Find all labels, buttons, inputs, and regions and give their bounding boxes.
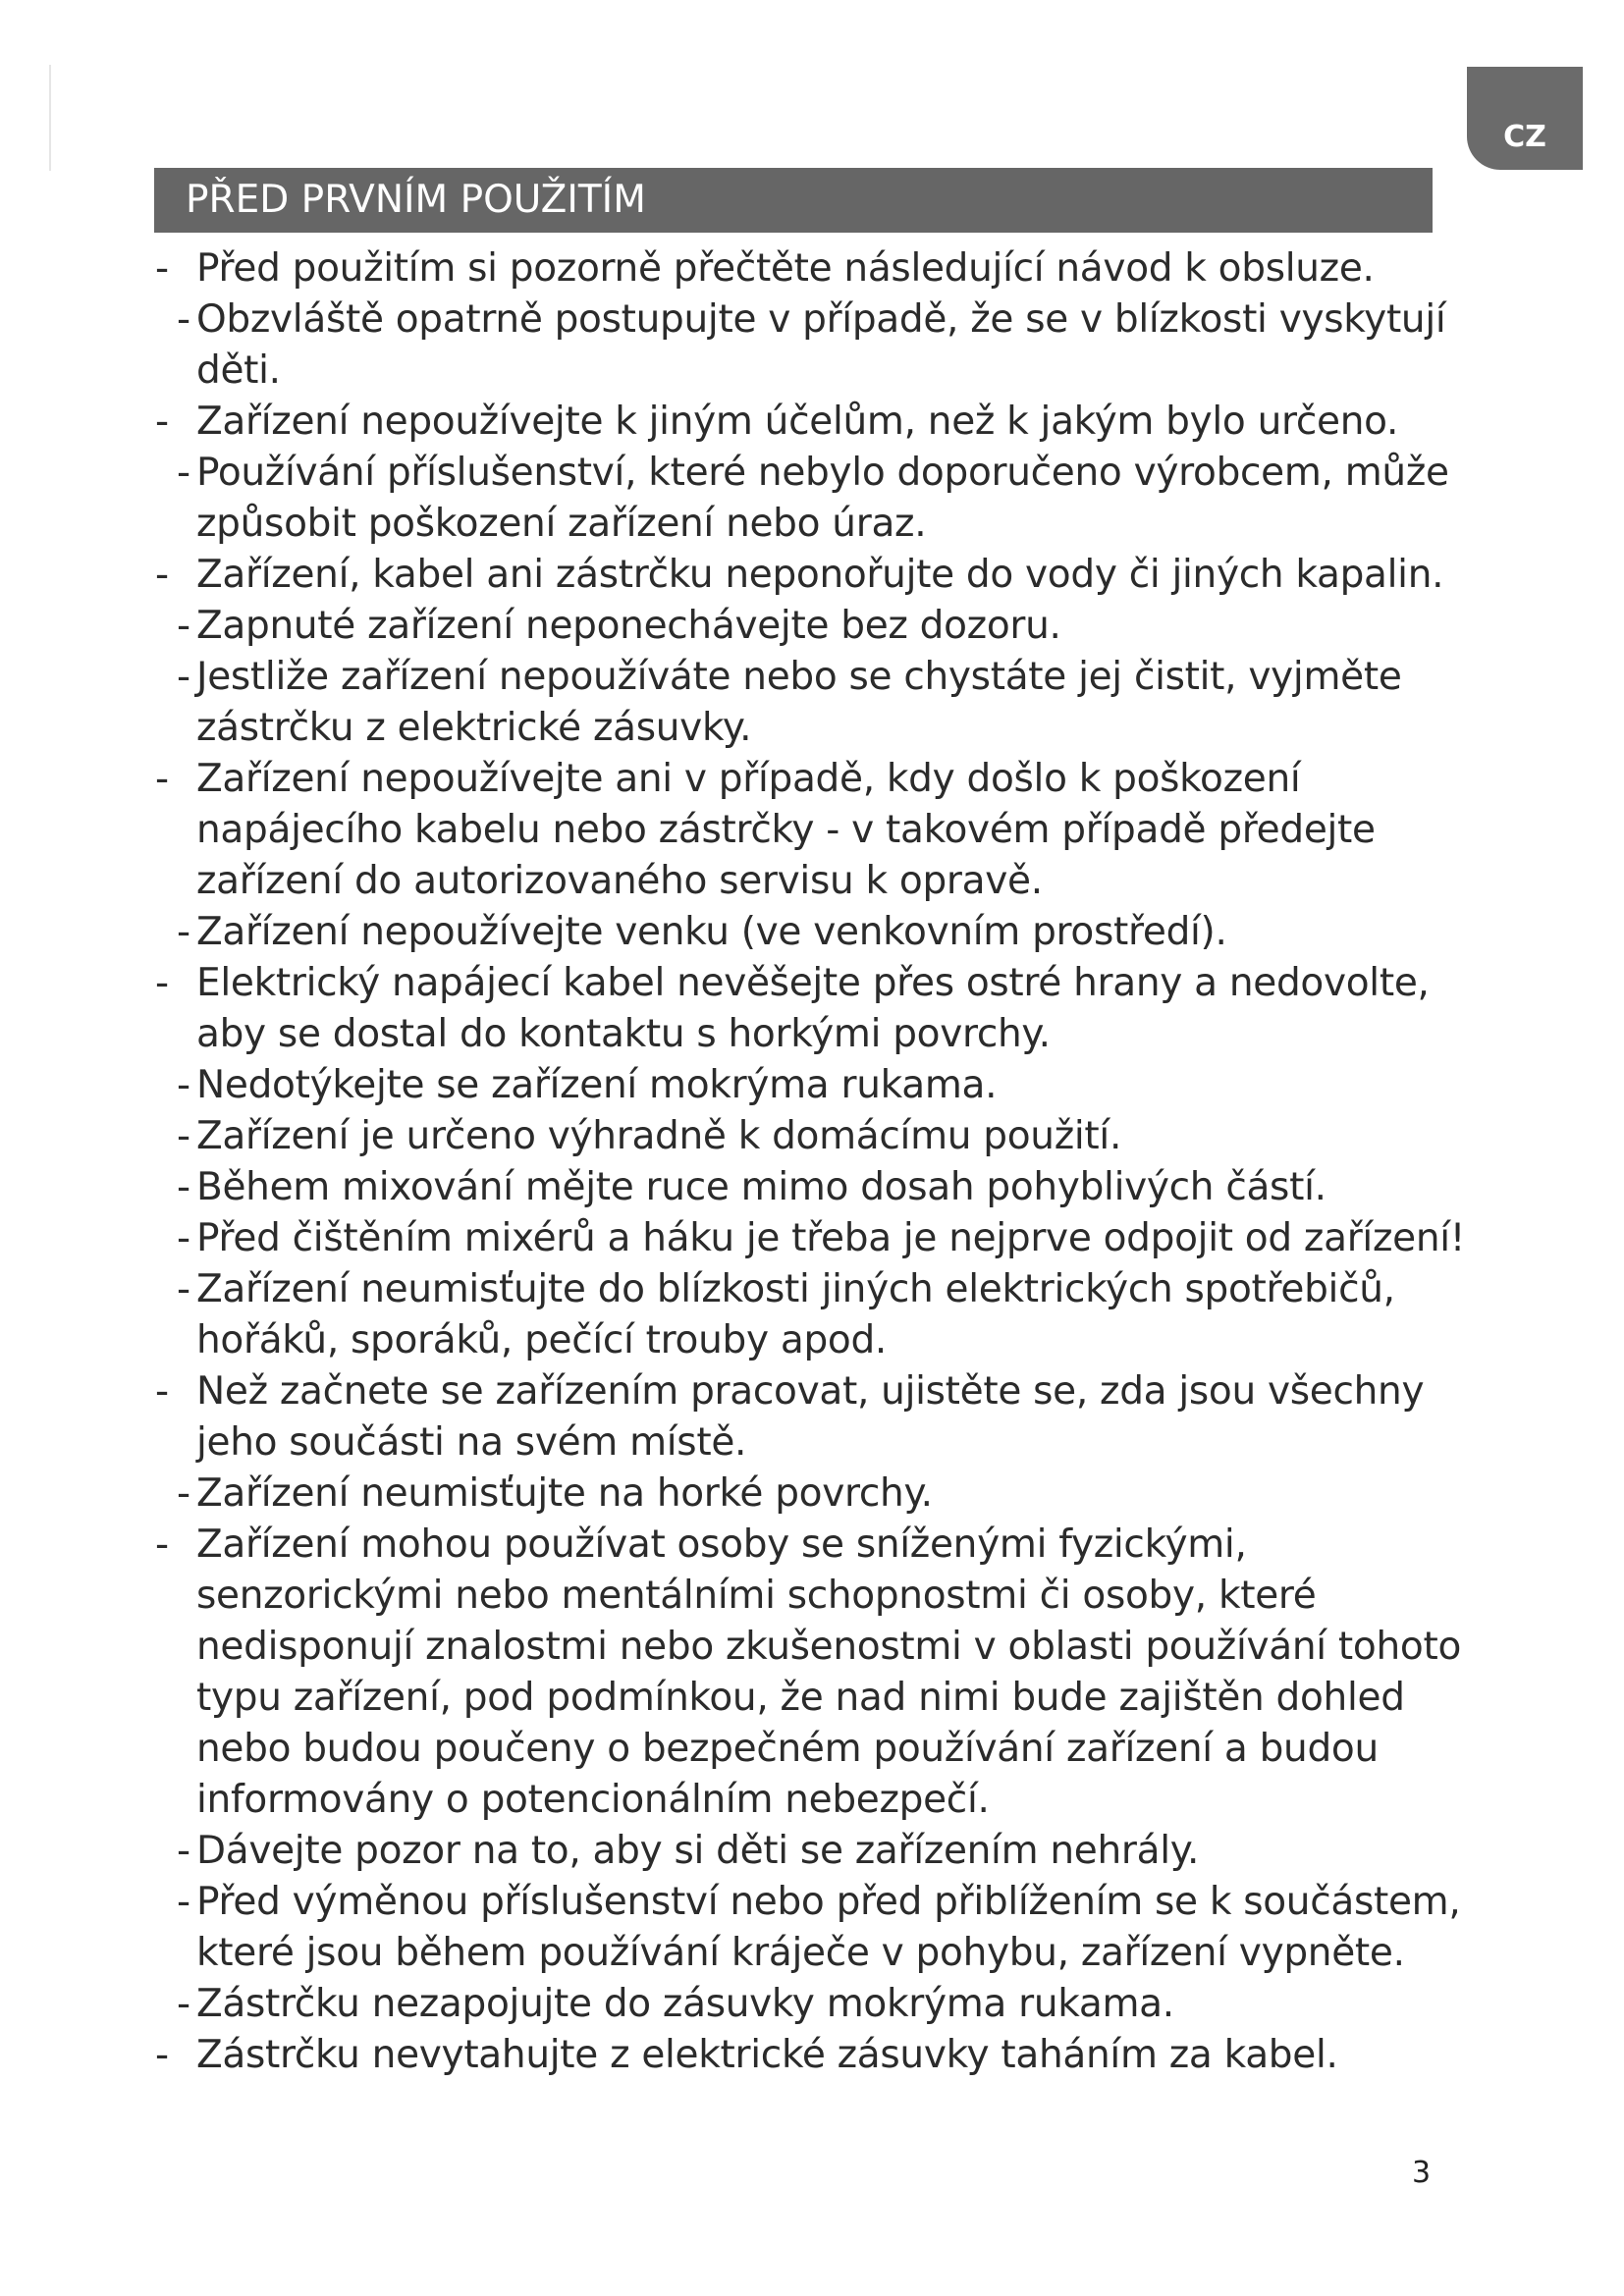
- bullet-dash: -: [155, 553, 169, 597]
- list-item: [0, 448, 1624, 550]
- list-item-text: Používání příslušenství, které nebylo doporučeno výrobcem, může způsobit poškození zařízení nebo úraz.: [196, 451, 1449, 546]
- list-item: [0, 907, 1624, 958]
- list-item: [0, 550, 1624, 601]
- list-item-text: Dávejte pozor na to, aby si děti se zařízením nehrály.: [196, 1829, 1200, 1873]
- list-item-text: Elektrický napájecí kabel nevěšejte přes ostré hrany a nedovolte, aby se dostal do kontaktu s horkými povrchy.: [196, 961, 1430, 1056]
- list-item: [0, 754, 1624, 907]
- bullet-dash: -: [177, 451, 190, 495]
- list-item-text: Zařízení nepoužívejte ani v případě, kdy došlo k poškození napájecího kabelu nebo zástrčky - v takovém případě předejte zařízení do autorizovaného servisu k opravě.: [196, 757, 1376, 903]
- list-item-text: Zařízení nepoužívejte venku (ve venkovním prostředí).: [196, 910, 1227, 954]
- language-tab: [1467, 67, 1583, 170]
- list-item-text: Zařízení neumisťujte na horké povrchy.: [196, 1471, 933, 1516]
- bullet-dash: -: [177, 604, 190, 648]
- list-item: [0, 1468, 1624, 1520]
- bullet-dash: -: [177, 1982, 190, 2026]
- bullet-dash: -: [177, 1165, 190, 1209]
- bullet-dash: -: [177, 655, 190, 699]
- bullet-dash: -: [155, 757, 169, 801]
- bullet-dash: -: [155, 2033, 169, 2077]
- list-item: [0, 1213, 1624, 1264]
- list-item-text: Během mixování mějte ruce mimo dosah pohyblivých částí.: [196, 1165, 1326, 1209]
- bullet-dash: -: [155, 1522, 169, 1567]
- bullet-dash: -: [177, 1267, 190, 1311]
- list-item-text: Před čištěním mixérů a háku je třeba je nejprve odpojit od zařízení!: [196, 1216, 1466, 1260]
- list-item: [0, 1979, 1624, 2030]
- bullet-dash: -: [177, 1114, 190, 1158]
- list-item-text: Zařízení neumisťujte do blízkosti jiných elektrických spotřebičů, hořáků, sporáků, pečící trouby apod.: [196, 1267, 1395, 1362]
- list-item: [0, 601, 1624, 652]
- page-number: 3: [1412, 2156, 1432, 2190]
- bullet-dash: -: [177, 1063, 190, 1107]
- bullet-dash: -: [177, 1829, 190, 1873]
- list-item: [0, 2030, 1624, 2081]
- section-header: [154, 168, 1433, 233]
- bullet-dash: -: [177, 1471, 190, 1516]
- list-item-text: Zástrčku nevytahujte z elektrické zásuvky taháním za kabel.: [196, 2033, 1338, 2077]
- bullet-dash: -: [177, 297, 190, 342]
- list-item: [0, 1826, 1624, 1877]
- list-item: [0, 294, 1624, 397]
- list-item-text: Před výměnou příslušenství nebo před přiblížením se k součástem, které jsou během používání kráječe v pohybu, zařízení vypněte.: [196, 1880, 1461, 1975]
- list-item-text: Zástrčku nezapojujte do zásuvky mokrýma rukama.: [196, 1982, 1174, 2026]
- bullet-dash: -: [155, 246, 169, 291]
- list-item-text: Nedotýkejte se zařízení mokrýma rukama.: [196, 1063, 998, 1107]
- bullet-dash: -: [177, 1216, 190, 1260]
- list-item: [0, 1162, 1624, 1213]
- list-item: [0, 243, 1624, 294]
- instruction-list: [0, 243, 1624, 2081]
- list-item-text: Než začnete se zařízením pracovat, ujistěte se, zda jsou všechny jeho součásti na svém místě.: [196, 1369, 1425, 1465]
- list-item: [0, 1520, 1624, 1826]
- list-item-text: Zapnuté zařízení neponechávejte bez dozoru.: [196, 604, 1061, 648]
- section-title: PŘED PRVNÍM POUŽITÍM: [186, 178, 646, 222]
- language-label: CZ: [1503, 120, 1546, 154]
- list-item-text: Zařízení nepoužívejte k jiným účelům, než k jakým bylo určeno.: [196, 400, 1399, 444]
- margin-line: [49, 65, 51, 171]
- list-item: [0, 1877, 1624, 1979]
- list-item-text: Zařízení je určeno výhradně k domácímu použití.: [196, 1114, 1122, 1158]
- list-item-text: Zařízení, kabel ani zástrčku neponořujte do vody či jiných kapalin.: [196, 553, 1444, 597]
- list-item: [0, 1111, 1624, 1162]
- list-item-text: Zařízení mohou používat osoby se sníženými fyzickými, senzorickými nebo mentálními schopnostmi či osoby, které nedisponují znalostmi nebo zkušenostmi v oblasti používání tohoto typu zařízení, pod podmínkou, že nad nimi bude zajištěn dohled nebo budou poučeny o bezpečném používání zařízení a budou informovány o potencionálním nebezpečí.: [196, 1522, 1462, 1822]
- bullet-dash: -: [155, 1369, 169, 1414]
- bullet-dash: -: [177, 910, 190, 954]
- list-item: [0, 652, 1624, 754]
- bullet-dash: -: [155, 961, 169, 1005]
- list-item-text: Jestliže zařízení nepoužíváte nebo se chystáte jej čistit, vyjměte zástrčku z elektrické zásuvky.: [196, 655, 1402, 750]
- list-item: [0, 1366, 1624, 1468]
- bullet-dash: -: [155, 400, 169, 444]
- list-item-text: Obzvláště opatrně postupujte v případě, že se v blízkosti vyskytují děti.: [196, 297, 1446, 393]
- list-item-text: Před použitím si pozorně přečtěte následující návod k obsluze.: [196, 246, 1375, 291]
- bullet-dash: -: [177, 1880, 190, 1924]
- list-item: [0, 1264, 1624, 1366]
- list-item: [0, 1060, 1624, 1111]
- list-item: [0, 958, 1624, 1060]
- list-item: [0, 397, 1624, 448]
